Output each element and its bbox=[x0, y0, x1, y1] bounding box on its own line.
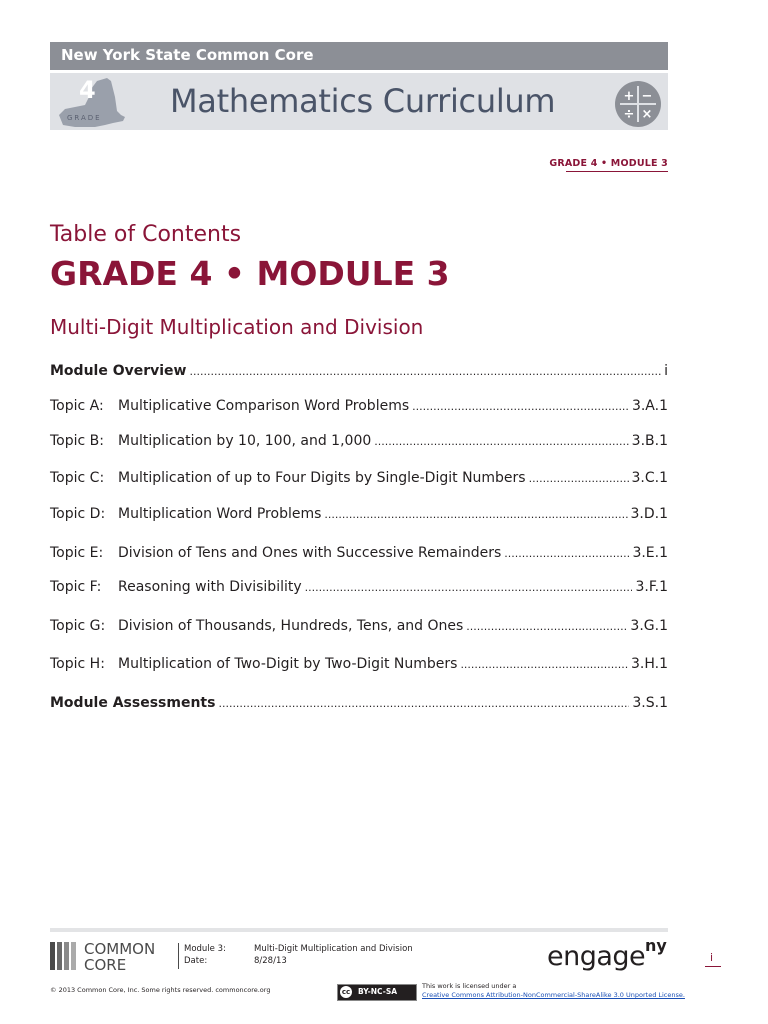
toc-page: 3.S.1 bbox=[632, 695, 668, 711]
toc-entry-topic-d[interactable] bbox=[50, 506, 668, 526]
toc-page: 3.G.1 bbox=[630, 618, 668, 634]
svg-text:×: × bbox=[641, 107, 653, 122]
footer-date-label: Date: bbox=[184, 956, 208, 966]
toc-page: 3.C.1 bbox=[631, 470, 668, 486]
footer-module-value: Multi-Digit Multiplication and Division bbox=[254, 944, 413, 954]
page-number-underline bbox=[705, 966, 721, 967]
engageny-logo-text: engage bbox=[547, 941, 646, 972]
toc-label: Module Overview bbox=[50, 363, 187, 379]
toc-heading: Table of Contents bbox=[50, 222, 242, 247]
toc-prefix: Topic A: bbox=[50, 398, 104, 414]
svg-text:−: − bbox=[641, 89, 653, 104]
engageny-logo-ny: ny bbox=[645, 936, 667, 955]
license-link[interactable]: Creative Commons Attribution-NonCommercial-ShareAlike 3.0 Unported License. bbox=[422, 991, 685, 999]
toc-page: i bbox=[664, 363, 668, 379]
toc-entry-module-assessments[interactable] bbox=[50, 695, 668, 715]
toc-label: Multiplication by 10, 100, and 1,000 bbox=[118, 433, 372, 449]
module-title: GRADE 4 • MODULE 3 bbox=[50, 254, 450, 293]
footer-date-value: 8/28/13 bbox=[254, 956, 287, 966]
toc-prefix: Topic G: bbox=[50, 618, 106, 634]
footer-brand-line2: CORE bbox=[84, 956, 127, 974]
toc-page: 3.D.1 bbox=[630, 506, 668, 522]
toc-page: 3.F.1 bbox=[635, 579, 668, 595]
toc-entry-module-overview[interactable] bbox=[50, 363, 668, 383]
toc-leader bbox=[529, 472, 629, 485]
grade-number: 4 bbox=[79, 76, 96, 104]
math-operations-icon bbox=[614, 80, 662, 128]
toc-prefix: Topic C: bbox=[50, 470, 105, 486]
toc-page: 3.H.1 bbox=[631, 656, 668, 672]
toc-label: Module Assessments bbox=[50, 695, 216, 711]
creative-commons-badge[interactable] bbox=[337, 984, 417, 1001]
toc-entry-topic-g[interactable] bbox=[50, 618, 668, 638]
toc-label: Multiplication of Two-Digit by Two-Digit Numbers bbox=[118, 656, 458, 672]
toc-leader bbox=[324, 508, 627, 521]
toc-leader bbox=[218, 697, 629, 710]
cc-icon: cc bbox=[341, 988, 351, 996]
footer-brand-line1: COMMON bbox=[84, 940, 156, 958]
toc-leader bbox=[412, 400, 629, 413]
toc-leader bbox=[190, 365, 662, 378]
grade-module-tag: GRADE 4 • MODULE 3 bbox=[549, 158, 668, 169]
toc-leader bbox=[460, 658, 628, 671]
grade-word: GRADE bbox=[67, 114, 102, 122]
toc-entry-topic-h[interactable] bbox=[50, 656, 668, 676]
toc-leader bbox=[305, 581, 633, 594]
license-text: This work is licensed under a bbox=[422, 982, 517, 990]
module-subtitle: Multi-Digit Multiplication and Division bbox=[50, 315, 424, 339]
toc-entry-topic-f[interactable] bbox=[50, 579, 668, 599]
toc-leader bbox=[374, 435, 628, 448]
toc-label: Multiplication of up to Four Digits by Single-Digit Numbers bbox=[118, 470, 526, 486]
grade-tag-underline bbox=[566, 171, 668, 172]
toc-label: Multiplicative Comparison Word Problems bbox=[118, 398, 410, 414]
toc-prefix: Topic B: bbox=[50, 433, 104, 449]
toc-entry-topic-c[interactable] bbox=[50, 470, 668, 490]
toc-prefix: Topic D: bbox=[50, 506, 106, 522]
toc-entry-topic-a[interactable] bbox=[50, 398, 668, 418]
toc-label: Reasoning with Divisibility bbox=[118, 579, 302, 595]
copyright-text: © 2013 Common Core, Inc. Some rights reserved. commoncore.org bbox=[50, 986, 271, 994]
toc-prefix: Topic H: bbox=[50, 656, 105, 672]
toc-label: Multiplication Word Problems bbox=[118, 506, 322, 522]
page-number: i bbox=[710, 951, 714, 964]
toc-leader bbox=[504, 547, 629, 560]
toc-label: Division of Thousands, Hundreds, Tens, and Ones bbox=[118, 618, 464, 634]
toc-prefix: Topic F: bbox=[50, 579, 102, 595]
toc-label: Division of Tens and Ones with Successive Remainders bbox=[118, 545, 502, 561]
footer-separator bbox=[178, 943, 179, 969]
toc-prefix: Topic E: bbox=[50, 545, 104, 561]
header-banner-text: New York State Common Core bbox=[61, 46, 314, 64]
toc-page: 3.A.1 bbox=[631, 398, 668, 414]
common-core-logo-icon bbox=[50, 942, 80, 970]
svg-text:+: + bbox=[623, 89, 635, 104]
footer-divider bbox=[50, 928, 668, 932]
footer-module-label: Module 3: bbox=[184, 944, 226, 954]
svg-text:÷: ÷ bbox=[623, 107, 635, 122]
toc-leader bbox=[466, 620, 627, 633]
curriculum-title: Mathematics Curriculum bbox=[170, 82, 556, 120]
header-banner bbox=[50, 42, 668, 70]
cc-badge-text: BY-NC-SA bbox=[358, 987, 398, 996]
toc-entry-topic-e[interactable] bbox=[50, 545, 668, 565]
toc-page: 3.B.1 bbox=[631, 433, 668, 449]
toc-entry-topic-b[interactable] bbox=[50, 433, 668, 453]
toc-page: 3.E.1 bbox=[632, 545, 668, 561]
